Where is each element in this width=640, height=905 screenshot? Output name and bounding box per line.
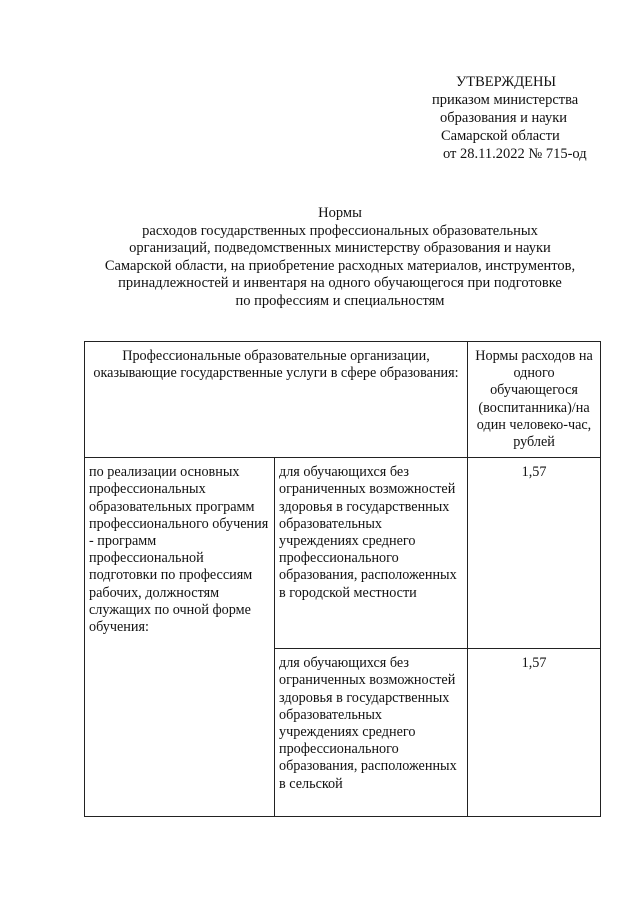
condition-cell: для обучающихся без ограниченных возможностей здоровья в государственных образовательных учреждениях среднего профессионального образования, расположенных в сельской (275, 649, 468, 817)
approval-heading: УТВЕРЖДЕНЫ (456, 74, 557, 90)
approval-region-line: Самарской области (441, 128, 560, 144)
norms-table (84, 341, 601, 817)
approval-ministry-line: образования и науки (440, 110, 568, 126)
title-heading: Нормы (318, 205, 362, 221)
document-title (70, 205, 610, 310)
title-line-4: принадлежностей и инвентаря на одного обучающегося при подготовке (118, 275, 562, 291)
table-row (85, 458, 601, 649)
title-line-1: расходов государственных профессиональных образовательных (142, 222, 538, 239)
title-line-5: по профессиям и специальностям (235, 292, 445, 309)
header-norms: Нормы расходов на одного обучающегося (воспитанника)/на один человеко-час, рублей (468, 342, 601, 458)
header-organizations: Профессиональные образовательные организации, оказывающие государственные услуги в сфере образования: (85, 342, 468, 458)
value-cell: 1,57 (468, 649, 601, 817)
approval-date-line: от 28.11.2022 № 715-од (443, 146, 587, 162)
approval-order-line: приказом министерства (432, 92, 579, 108)
title-line-3: Самарской области, на приобретение расходных материалов, инструментов, (104, 257, 576, 274)
table-header-row (85, 342, 601, 458)
value-cell: 1,57 (468, 458, 601, 649)
title-line-2: организаций, подведомственных министерству образования и науки (129, 240, 551, 256)
organization-category: по реализации основных профессиональных образовательных программ профессионального обучения - программ профессиональной подготовки по профессиям рабочих, должностям служащих по очной форме обучения: (85, 458, 275, 817)
condition-cell: для обучающихся без ограниченных возможностей здоровья в государственных образовательных учреждениях среднего профессионального образования, расположенных в городской местности (275, 458, 468, 649)
